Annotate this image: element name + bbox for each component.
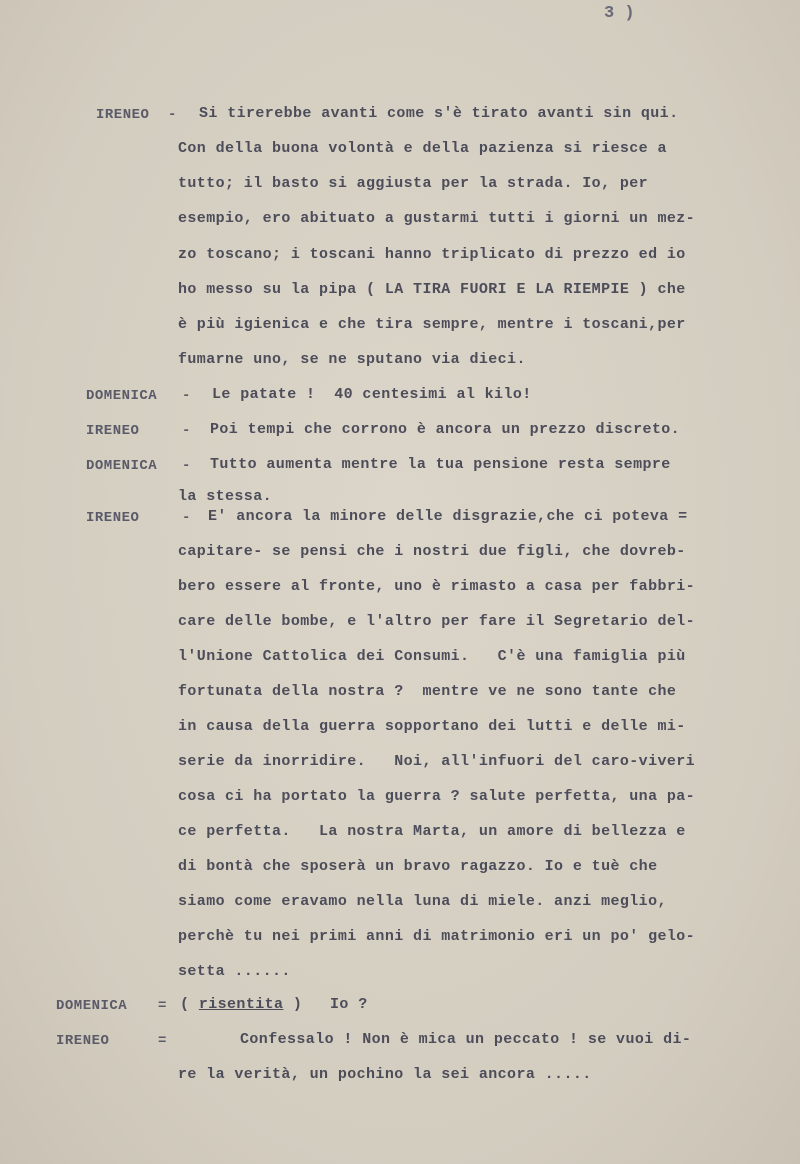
dialogue-line: tutto; il basto si aggiusta per la strada. Io, per [178,175,649,192]
speaker-name: IRENEO [86,423,140,439]
dialogue-line: di bontà che sposerà un bravo ragazzo. Io e tuè che [178,858,658,875]
dialogue-line: in causa della guerra sopportano dei lutti e delle mi- [178,718,686,735]
dialogue-line: Con della buona volontà e della pazienza si riesce a [178,140,667,157]
speaker-name: DOMENICA [56,998,128,1014]
speaker-dash: = [158,998,167,1014]
stage-direction: ( risentita ) [180,996,303,1013]
speaker-name: DOMENICA [86,458,158,474]
dialogue-line: care delle bombe, e l'altro per fare il Segretario del- [178,613,696,630]
dialogue-line: perchè tu nei primi anni di matrimonio eri un po' gelo- [178,928,696,945]
stage-direction-text: risentita [198,996,284,1013]
dialogue-line: la stessa. [178,488,273,505]
dialogue-line: bero essere al fronte, uno è rimasto a casa per fabbri- [178,578,696,595]
dialogue-line: Le patate ! 40 centesimi al kilo! [212,386,532,403]
dialogue-line: re la verità, un pochino la sei ancora ..... [178,1066,592,1083]
dialogue-line: setta ...... [178,963,291,980]
speaker-name: IRENEO [96,107,150,123]
dialogue-line: E' ancora la minore delle disgrazie,che ci poteva = [208,508,688,525]
speaker-dash: - [182,458,191,474]
speaker-name: IRENEO [86,510,140,526]
dialogue-line: Si tirerebbe avanti come s'è tirato avanti sin qui. [199,105,679,122]
speaker-dash: - [182,423,191,439]
speaker-dash: - [182,510,191,526]
dialogue-line: Io ? [330,996,368,1013]
dialogue-line: cosa ci ha portato la guerra ? salute perfetta, una pa- [178,788,696,805]
dialogue-line: Poi tempi che corrono è ancora un prezzo discreto. [210,421,681,438]
dialogue-line: siamo come eravamo nella luna di miele. anzi meglio, [178,893,667,910]
dialogue-line: zo toscano; i toscani hanno triplicato di prezzo ed io [178,246,686,263]
dialogue-line: ce perfetta. La nostra Marta, un amore di bellezza e [178,823,686,840]
dialogue-line: esempio, ero abituato a gustarmi tutti i giorni un mez- [178,210,696,227]
speaker-dash: = [158,1033,167,1049]
dialogue-line: capitare- se pensi che i nostri due figli, che dovreb- [178,543,686,560]
dialogue-line: Tutto aumenta mentre la tua pensione resta sempre [210,456,671,473]
speaker-name: DOMENICA [86,388,158,404]
dialogue-line: l'Unione Cattolica dei Consumi. C'è una famiglia più [178,648,686,665]
speaker-dash: - [168,107,177,123]
dialogue-line: serie da inorridire. Noi, all'infuori del caro-viveri [178,753,696,770]
speaker-dash: - [182,388,191,404]
dialogue-line: è più igienica e che tira sempre, mentre i toscani,per [178,316,686,333]
page-number: 3 ) [604,4,635,23]
dialogue-line: Confessalo ! Non è mica un peccato ! se vuoi di- [240,1031,692,1048]
dialogue-line: fortunata della nostra ? mentre ve ne sono tante che [178,683,677,700]
dialogue-line: ho messo su la pipa ( LA TIRA FUORI E LA RIEMPIE ) che [178,281,686,298]
speaker-name: IRENEO [56,1033,110,1049]
dialogue-line: fumarne uno, se ne sputano via dieci. [178,351,526,368]
